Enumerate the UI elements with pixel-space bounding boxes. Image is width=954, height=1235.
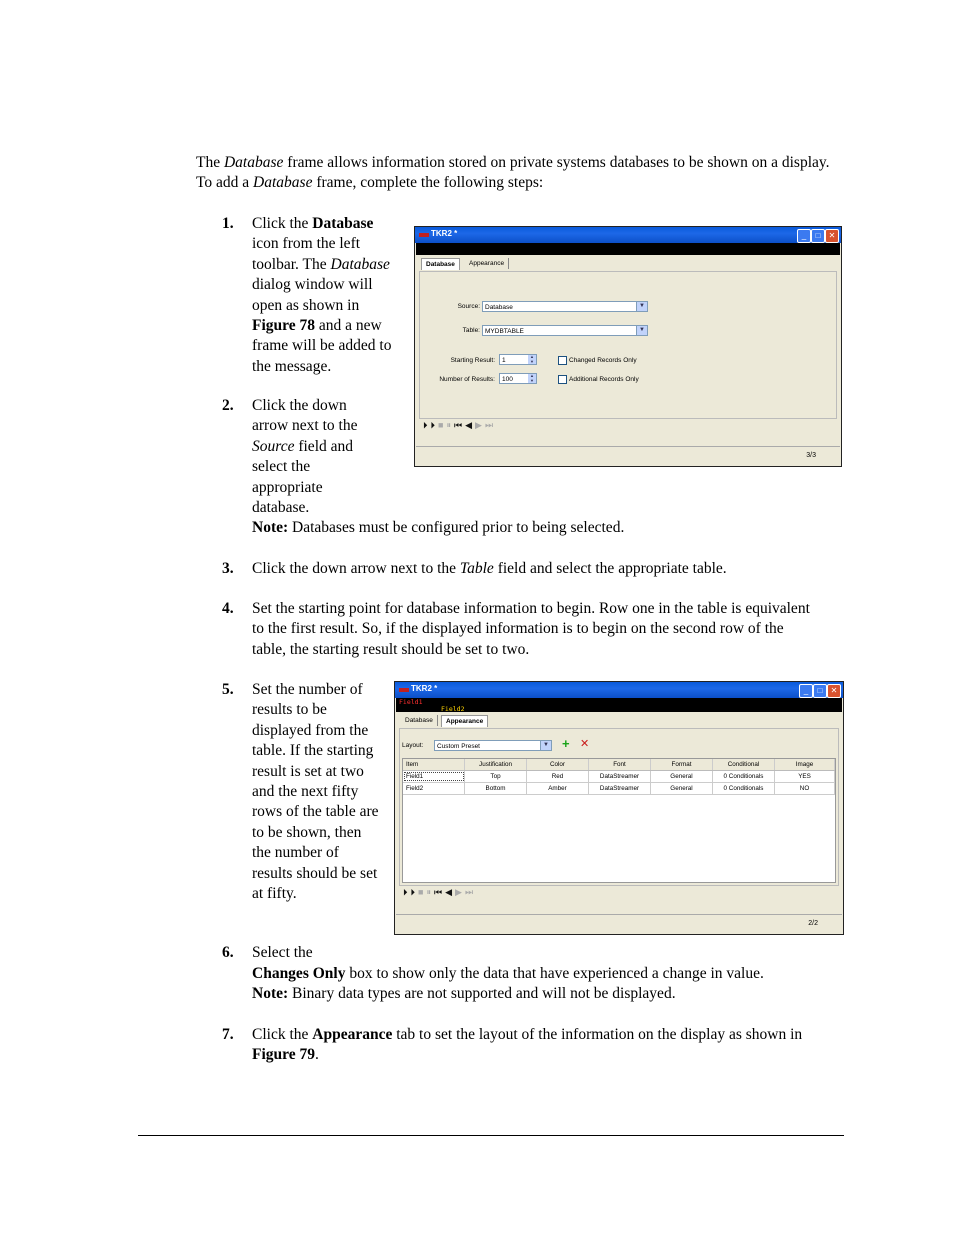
stop-icon[interactable]: ■ <box>418 887 427 897</box>
pause-icon[interactable]: ⏸ <box>426 887 434 897</box>
intro-paragraph <box>196 153 846 194</box>
chevron-down-icon[interactable]: ▼ <box>540 741 551 750</box>
number-of-results-value: 100 <box>502 376 513 383</box>
close-icon[interactable]: ✕ <box>825 229 839 243</box>
source-label: Source: <box>457 303 480 310</box>
window-title: TKR2 * <box>411 684 438 693</box>
app-icon <box>419 233 429 237</box>
table-label: Table: <box>462 327 480 334</box>
frame-count: 2/2 <box>808 920 818 927</box>
step-number: 6. <box>222 944 234 961</box>
column-header: Item <box>403 759 465 770</box>
skip-forward-icon[interactable]: ⏭ <box>484 420 497 430</box>
column-header: Color <box>527 759 589 770</box>
table-cell[interactable]: DataStreamer <box>589 771 651 782</box>
layout-label: Layout: <box>402 742 424 749</box>
step-3-text: Click the down arrow next to the Table field and select the appropriate table. <box>252 560 727 577</box>
pause-icon[interactable]: ⏸ <box>446 420 454 430</box>
table-select[interactable] <box>482 325 648 336</box>
table-cell[interactable]: General <box>651 783 713 794</box>
intro-database-term: Database <box>223 154 284 171</box>
figure-79-appearance-dialog <box>394 681 844 935</box>
additional-records-checkbox[interactable] <box>558 375 639 384</box>
starting-result-label: Starting Result: <box>450 357 495 364</box>
step-number: 2. <box>222 397 234 414</box>
fields-grid <box>402 758 836 883</box>
spin-arrows-icon[interactable]: ▲ ▼ <box>528 355 536 364</box>
status-bar <box>396 914 842 933</box>
step-back-icon[interactable]: ◀ <box>465 420 476 430</box>
layout-value: Custom Preset <box>437 743 480 750</box>
layout-select[interactable] <box>434 740 552 751</box>
figure-78-database-dialog <box>414 226 842 467</box>
play-icon[interactable]: ⏵ <box>410 887 419 897</box>
close-icon[interactable]: ✕ <box>827 684 841 698</box>
checkbox-icon[interactable] <box>558 356 567 365</box>
step-forward-icon[interactable]: ▶ <box>455 887 465 897</box>
intro-database-term: Database <box>253 174 313 192</box>
starting-result-value: 1 <box>502 357 506 364</box>
chevron-down-icon[interactable]: ▼ <box>636 302 647 311</box>
window-title: TKR2 * <box>431 229 458 238</box>
status-bar <box>416 446 840 465</box>
appearance-panel <box>399 728 839 886</box>
column-header: Justification <box>465 759 527 770</box>
led-preview <box>416 243 840 255</box>
tab-database[interactable]: Database <box>401 715 438 726</box>
app-icon <box>399 688 409 692</box>
table-cell[interactable]: Amber <box>527 783 589 794</box>
table-cell[interactable]: General <box>651 771 713 782</box>
step-number: 5. <box>222 681 234 698</box>
led-field2: Field2 <box>441 705 465 713</box>
table-cell[interactable]: 0 Conditionals <box>713 783 775 794</box>
maximize-icon[interactable]: □ <box>813 684 827 698</box>
step-number: 7. <box>222 1026 234 1043</box>
table-cell[interactable]: YES <box>775 771 835 782</box>
table-cell[interactable]: 0 Conditionals <box>713 771 775 782</box>
play-first-icon[interactable]: ⏵ <box>403 887 411 897</box>
number-of-results-stepper[interactable] <box>499 373 537 384</box>
step-1-text: Click the Database icon from the left toolbar. The Database dialog window will open as shown in Figure 78 and a new frame will be added to the message. <box>252 215 392 375</box>
column-header: Format <box>651 759 713 770</box>
changed-records-label: Changed Records Only <box>569 357 637 365</box>
step-7-text: Click the Appearance tab to set the layout of the information on the display as shown in Figure 79. <box>252 1026 803 1064</box>
step-6-text: Select the <box>252 944 313 961</box>
tab-appearance[interactable]: Appearance <box>441 715 488 727</box>
step-number: 4. <box>222 600 234 617</box>
minimize-icon[interactable]: _ <box>799 684 813 698</box>
step-number: 1. <box>222 215 234 232</box>
grid-header <box>403 759 835 771</box>
column-header: Conditional <box>713 759 775 770</box>
step-4-text: Set the starting point for database information to begin. Row one in the table is equivalent to the first result. So, if the displayed information is to begin on the second row of the table, the starting result should be set to two. <box>252 600 810 658</box>
step-back-icon[interactable]: ◀ <box>445 887 456 897</box>
intro-text: frame, complete the following steps: <box>312 174 544 192</box>
tab-appearance[interactable]: Appearance <box>465 258 509 269</box>
database-panel <box>419 271 837 419</box>
stop-icon[interactable]: ■ <box>438 420 447 430</box>
table-cell[interactable]: NO <box>775 783 835 794</box>
chevron-down-icon[interactable]: ▼ <box>636 326 647 335</box>
delete-icon[interactable]: ✕ <box>580 738 590 750</box>
changed-records-checkbox[interactable] <box>558 356 637 365</box>
step-2-note: Note: Databases must be configured prior to being selected. <box>252 519 625 536</box>
playback-controls[interactable] <box>423 420 496 431</box>
playback-controls[interactable] <box>403 887 476 898</box>
maximize-icon[interactable]: □ <box>811 229 825 243</box>
footer-rule <box>138 1135 844 1136</box>
minimize-icon[interactable]: _ <box>797 229 811 243</box>
table-row[interactable] <box>403 783 835 795</box>
add-icon[interactable]: + <box>562 736 570 751</box>
play-first-icon[interactable]: ⏵ <box>423 420 431 430</box>
tab-database[interactable]: Database <box>421 258 460 270</box>
starting-result-stepper[interactable] <box>499 354 537 365</box>
play-icon[interactable]: ⏵ <box>430 420 439 430</box>
step-5-text: Set the number of results to be displayed from the table. If the starting result is set at two and the next fifty rows of the table are to be shown, then the number of results should be set at fifty. <box>252 681 379 903</box>
table-cell[interactable]: Red <box>527 771 589 782</box>
column-header: Image <box>775 759 835 770</box>
checkbox-icon[interactable] <box>558 375 567 384</box>
title-bar <box>395 682 843 698</box>
frame-count: 3/3 <box>806 452 816 459</box>
table-value: MYDBTABLE <box>485 328 524 335</box>
intro-text: frame allows information stored on private systems databases to be shown on a display. To add a <box>196 154 830 192</box>
spin-arrows-icon[interactable]: ▲ ▼ <box>528 374 536 383</box>
step-forward-icon[interactable]: ▶ <box>475 420 485 430</box>
table-cell[interactable]: Field2 <box>403 783 465 794</box>
table-cell[interactable]: DataStreamer <box>589 783 651 794</box>
step-2-text: Click the down arrow next to the Source field and select the appropriate database. <box>252 397 358 517</box>
column-header: Font <box>589 759 651 770</box>
title-bar <box>415 227 841 243</box>
skip-back-icon[interactable]: ⏮ <box>453 420 466 430</box>
source-select[interactable] <box>482 301 648 312</box>
skip-back-icon[interactable]: ⏮ <box>433 887 446 897</box>
step-6-note: Note: Binary data types are not supported and will not be displayed. <box>252 985 676 1002</box>
led-preview <box>396 698 842 712</box>
additional-records-label: Additional Records Only <box>569 376 639 384</box>
led-field1: Field1 <box>399 698 423 706</box>
table-cell[interactable]: Bottom <box>465 783 527 794</box>
table-row[interactable] <box>403 771 835 783</box>
table-cell[interactable]: Top <box>465 771 527 782</box>
step-number: 3. <box>222 560 234 577</box>
number-of-results-label: Number of Results: <box>439 376 495 383</box>
table-cell[interactable]: Field1 <box>403 771 465 782</box>
intro-text: The <box>196 154 224 171</box>
step-6-text-cont: Changes Only box to show only the data that have experienced a change in value. <box>252 965 764 982</box>
source-value: Database <box>485 304 513 311</box>
skip-forward-icon[interactable]: ⏭ <box>464 887 477 897</box>
